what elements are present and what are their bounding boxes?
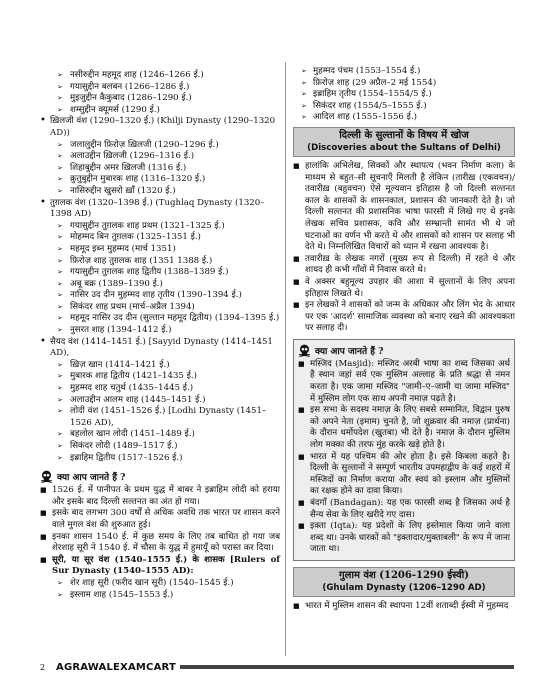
fact-item: ■ इक्ता (Iqta): यह प्रदेशों के लिए इस्तेमाल किया जाने वाला शब्द था। उनके धारकों को "इक्तादार/मुक्ताबली" के रूप में जाना जाता था। [298, 521, 510, 556]
list-item: ➢ क़ुतुबुद्दीन मुबारक शाह (1316–1320 ई.) [40, 174, 280, 186]
discoveries-subtitle: (Discoveries about the Sultans of Delhi) [307, 142, 501, 153]
list-item: ➢ सिकंदर लोदी (1489–1517 ई.) [40, 441, 280, 453]
fact-item: ■ इनका शासन 1540 ई. में कुछ समय के लिए तब बाधित हो गया जब शेरशाह सूरी ने 1540 ई. में चौसा के युद्ध में हुमायूँ को परास्त कर दिया। [40, 532, 280, 555]
skull-icon [40, 470, 53, 483]
discoveries-heading-box [293, 127, 515, 157]
did-you-know-label: क्या आप जानते हैं ? [57, 473, 126, 484]
list-item: ➢ मुहम्मद पंचम (1553–1554 ई.) [293, 66, 515, 78]
list-item: ➢ मुबारक शाह द्वितीय (1421–1435 ई.) [40, 371, 280, 383]
left-top-list [40, 70, 280, 116]
page-footer [40, 660, 514, 674]
ghulam-heading-box [293, 567, 515, 597]
list-item: ➢ ख़िज़ खान (1414–1421 ई.) [40, 360, 280, 372]
ghulam-subtitle: (Ghulam Dynasty (1206–1290 AD) [322, 582, 486, 593]
right-column [293, 66, 515, 613]
list-item: ➢ नुसरत शाह (1394–1412 ई.) [40, 325, 280, 337]
list-item: ➢ सिकंदर शाह (1554/5–1555 ई.) [293, 101, 515, 113]
list-item: ➢ फ़िरोज़ शाह (29 अप्रैल–2 मई 1554) [293, 78, 515, 90]
sur-heading-text: सूरी, या सूर वंश (1540–1555 ई.) के शासक [Rulers of Sur Dynasty (1540–1555 AD): [52, 554, 280, 577]
right-top-list [293, 66, 515, 124]
tughlaq-heading [40, 198, 280, 221]
list-item: ➢ सिकंदर शाह प्रथम (मार्च–अप्रैल 1394) [40, 302, 280, 314]
fact-item: ■ इसके बाद लगभग 300 वर्षों से अधिक अवधि तक भारत पर शासन करने वाले मुगल वंश की शुरुआत हुई। [40, 508, 280, 531]
list-item: ➢ इब्राहिम तृतीय (1554–1554/5 ई.) [293, 89, 515, 101]
footer-rule [180, 665, 514, 669]
list-item: ➢ गयासुद्दीन बलबन (1266–1286 ई.) [40, 82, 280, 94]
fact-item: ■ मस्जिद (Masjid): मस्जिद अरबी भाषा का शब्द जिसका अर्थ है स्थान जहां सर्व एक मुस्लिम अल्लाह के प्रति श्रद्धा से नमन करता है। एक जामा मस्जिद "जामी–ए–जामी या जामा मस्जिद" में मुस्लिम लोग एक साथ अपनी नमाज़ पढ़ते है। [298, 359, 510, 405]
fact-item: ■ भारत में यह पश्चिम की ओर होता है। इसे किबला कहते है। दिल्ली के सुल्तानों ने सम्पूर्ण भारतीय उपमहाद्वीप के कई शहरों में मस्जिदों का निर्माण कराया और स्वयं को इस्लाम और मुस्लिमों का रक्षक होने का दावा किया। [298, 452, 510, 498]
list-item: ➢ गयासुद्दीन तुग़लक शाह द्वितीय (1388–1389 ई.) [40, 267, 280, 279]
list-item: ➢ लोदी वंश (1451–1526 ई.) [Lodhi Dynasty (1451–1526 AD), [40, 406, 280, 429]
list-item: ➢ गयासुद्दीन तुग़लक शाह प्रथम (1321–1325 ई.) [40, 221, 280, 233]
did-you-know-title [40, 470, 280, 483]
did-you-know-label: क्या आप जानते हैं ? [315, 346, 384, 357]
list-item: ➢ अलाउद्दीन आलम शाह (1445–1451 ई.) [40, 395, 280, 407]
ghulam-title: गुलाम वंश (1206-1290 ईस्वी) [338, 569, 469, 581]
list-item: ➢ इब्राहिम द्वितीय (1517–1526 ई.) [40, 453, 280, 465]
khilji-heading [40, 116, 280, 139]
sayyid-heading [40, 337, 280, 360]
khilji-list [40, 140, 280, 198]
sur-list [40, 578, 280, 601]
list-item: ➢ नासिर उद दीन मुहम्मद शाह तृतीय (1390–1394 ई.) [40, 290, 280, 302]
list-item: ➢ शिहाबुद्दीन अमर ख़िलजी (1316 ई.) [40, 163, 280, 175]
fact-item: ■ 1526 ई. में पानीपत के प्रथम युद्ध में बाबर ने इब्राहिम लोदी को हराया और इसके बाद दिल्ली सल्तनत का अंत हो गया। [40, 485, 280, 508]
did-you-know-box [40, 470, 280, 601]
paragraph-item: ■ वे अक्सर बहुमूल्य उपहार की आशा में सुल्तानों के लिए अपना इतिहास लिखते थे। [293, 277, 515, 300]
list-item: ➢ फ़िरोज़ शाह तुग़लक शाह (1351 1388 ई.) [40, 256, 280, 268]
list-item: ➢ बहलोल खान लोदी (1451–1489 ई.) [40, 429, 280, 441]
fact-item: ■ इस सभा के सदस्य नमाज़ के लिए सबसे सम्मानित, विद्वान पुरुष को अपने नेता (इमाम) चुनते है, जो शुक्रवार की नमाज़ (प्रार्थना) के दौरान धर्मोपदेश (खुतबा) भी देते है। नमाज़ के दौरान मुस्लिम लोग मक्का की तरफ मुंह करके खड़े होते है। [298, 405, 510, 451]
page-number: 2 [40, 662, 46, 672]
sayyid-list [40, 360, 280, 464]
brand-logo: AGRAWALEXAMCART [56, 661, 177, 673]
list-item: ➢ महमूद नासिर उद दीन (सुल्तान महमूद द्वितीय) (1394–1395 ई.) [40, 313, 280, 325]
khilji-heading-text: ख़िलजी वंश (1290–1320 ई.) (Khilji Dynasty (1290–1320 AD)) [50, 116, 276, 138]
list-item: ➢ मोहम्मद बिन तुग़लक (1325–1351 ई.) [40, 232, 280, 244]
list-item: ➢ मुइजुद्दीन कैकुबाद (1286–1290 ई.) [40, 93, 280, 105]
list-item: ➢ महमूद इब्न मुहम्मद (मार्च 1351) [40, 244, 280, 256]
did-you-know-title [298, 344, 510, 357]
sur-heading [40, 555, 280, 578]
sayyid-heading-text: सैयद वंश (1414–1451 ई.) [Sayyid Dynasty (1414–1451 AD), [50, 336, 273, 359]
list-item: ➢ जलालुद्दीन फ़िरोज़ ख़िलजी (1290–1296 ई.) [40, 140, 280, 152]
tughlaq-list [40, 221, 280, 337]
list-item: ➢ आदिल शाह (1555–1556 ई.) [293, 112, 515, 124]
list-item: ➢ अबू बक्र (1389–1390 ई.) [40, 279, 280, 291]
list-item: ➢ इस्लाम शाह (1545–1553 ई.) [40, 590, 280, 602]
left-column [40, 70, 280, 601]
list-item: ➢ शेर शाह सूरी (फरीद खान सूरी) (1540–1545 ई.) [40, 578, 280, 590]
paragraph-item: ■ भारत में मुस्लिम शासन की स्थापना 12वीं शताब्दी ईस्वी में मुहम्मद [293, 601, 515, 613]
column-divider [285, 62, 286, 656]
discoveries-title: दिल्ली के सुल्तानों के विषय में खोज [339, 129, 469, 141]
list-item: ➢ शम्सुद्दीन क्यूमर्स (1290 ई.) [40, 105, 280, 117]
tughlaq-heading-text: तुग़लक वंश (1320–1398 ई.) (Tughlaq Dynasty (1320–1398 AD) [50, 197, 265, 220]
paragraph-item: ■ हालांकि अभिलेख, सिक्कों और स्थापत्य (भवन निर्माण कला) के माध्यम से बहुत–सी सूचनाएँ मिलती है लेकिन (तारीख़ (एकवचन)/ तवारीख़ (बहुवचन) ऐसे मूल्यवान इतिहास है जो दिल्ली सल्तनत काल के शासकों के शासनकाल, प्रशासन की जानकारी देते है। जो दिल्ली सल्तनत की प्रशासनिक भाषा फारसी में लिखे गए थे इनके लेखक सचिव प्रशासक, कवि और सम्भ्रान्ती सामंत भी थे जो घटनाओं का वर्णन भी करते थे और शासकों को शासन पर सलाह भी देते थे। निम्नलिखित विचारों को ध्यान में रखना आवश्यक है। [293, 161, 515, 254]
list-item: ➢ अलाउद्दीन ख़िलजी (1296–1316 ई.) [40, 151, 280, 163]
paragraph-item: ■ तवारीख़ के लेखक नगरों (मुख्य रूप से दिल्ली) में रहते थे और शायद ही कभी गाँवों में निवास करते थे। [293, 254, 515, 277]
paragraph-item: ■ इन लेखकों ने शासकों को जन्म के अधिकार और लिंग भेद के आधार पर एक 'आदर्श' सामाजिक व्यवस्था को बनाए रखने की आवश्यकता पर सलाह दी। [293, 300, 515, 335]
list-item: ➢ मुहम्मद शाह चतुर्थ (1435–1445 ई.) [40, 383, 280, 395]
list-item: ➢ नसीरुद्दीन महमूद शाह (1246–1266 ई.) [40, 70, 280, 82]
skull-icon [298, 344, 311, 357]
fact-item: ■ बंदगाँ (Bandagan): यह एक फारसी शब्द है जिसका अर्थ है सैन्य सेवा के लिए खरीदे गए दास। [298, 498, 510, 521]
did-you-know-box-right [293, 339, 515, 561]
list-item: ➢ नासिरुद्दीन खुसरो ख़ाँ (1320 ई.) [40, 186, 280, 198]
